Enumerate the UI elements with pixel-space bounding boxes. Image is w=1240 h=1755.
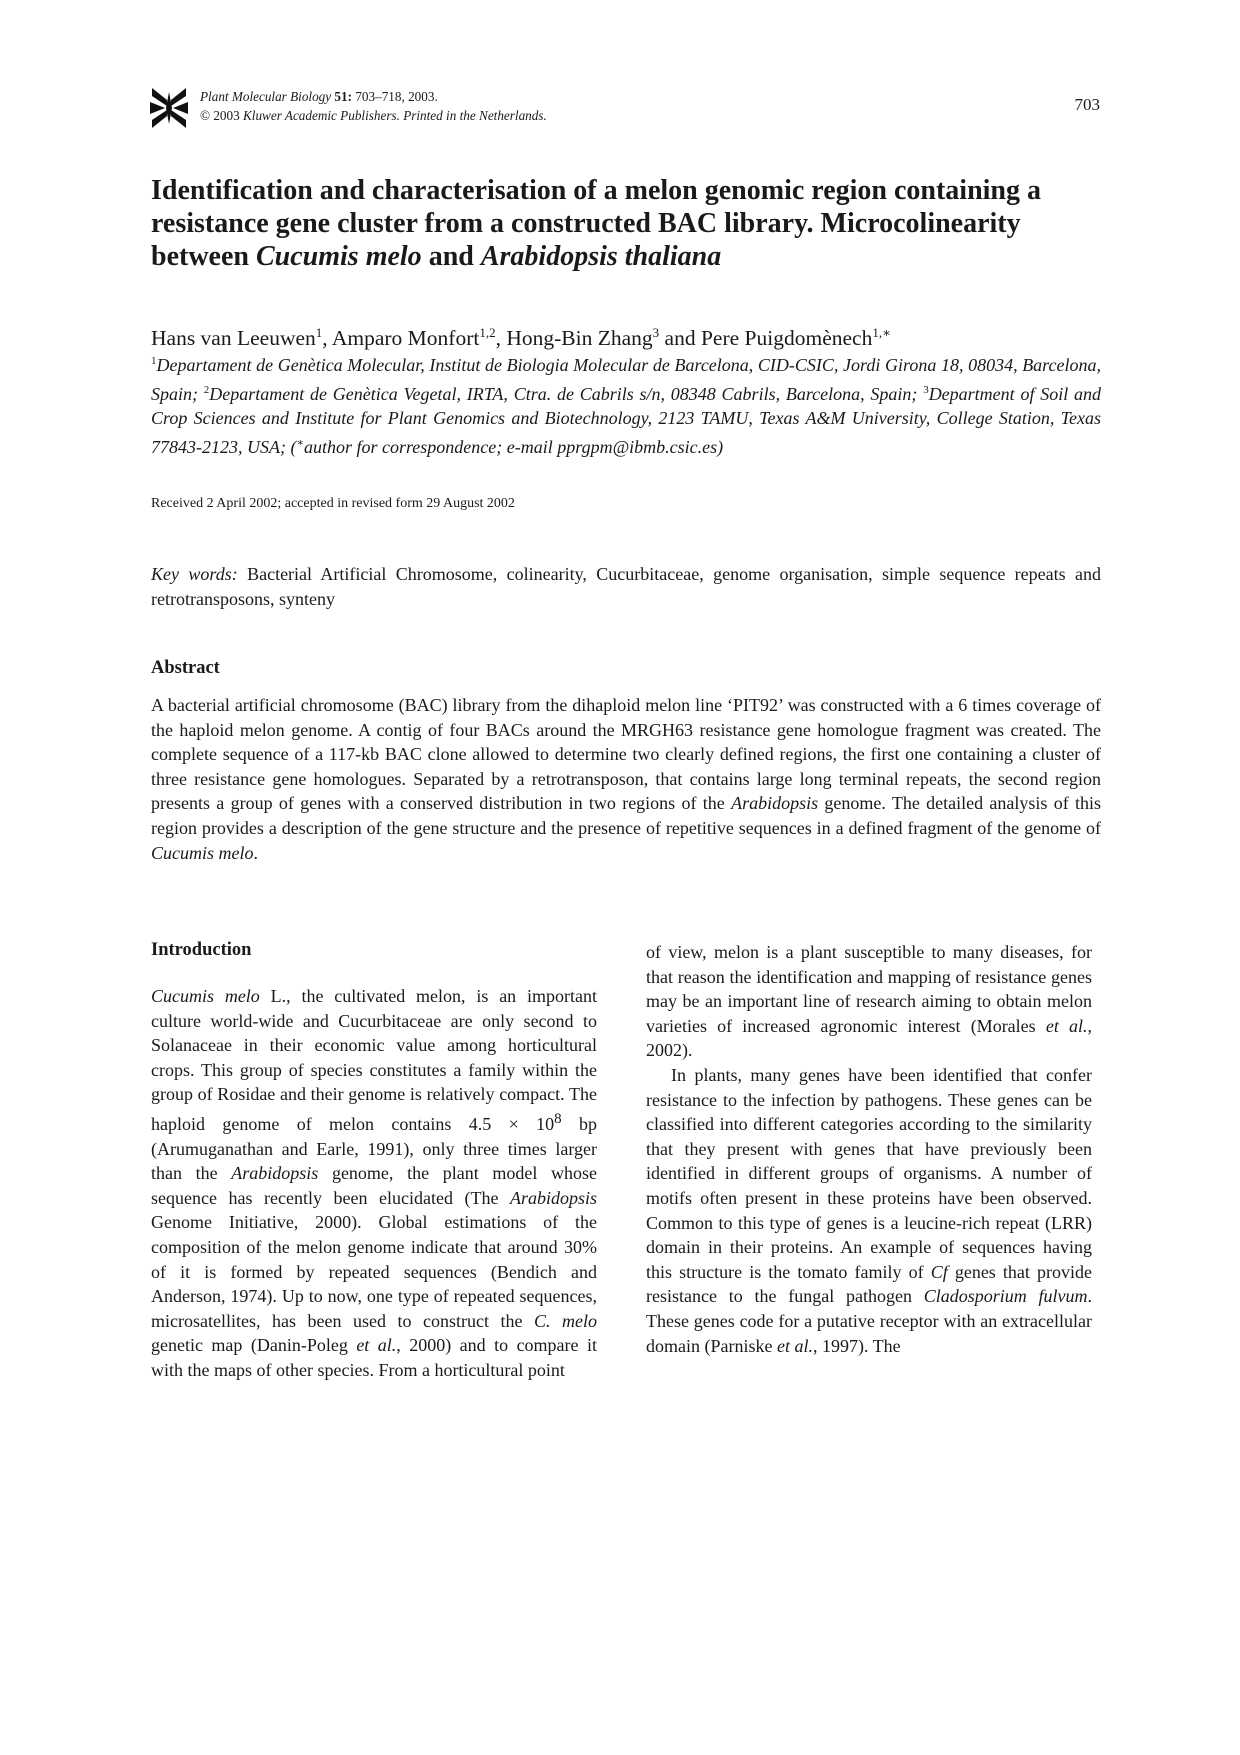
copyright-line (200, 107, 547, 126)
author-affil-sup: 1,∗ (872, 325, 891, 340)
paper-title (151, 174, 1101, 273)
column-left (151, 984, 597, 1383)
affiliation-1: Departament de Genètica Molecular, Institut de Biologia Molecular de Barcelona, CID-CSIC, Jordi Girona 18, 08034, Barcelona, Spain; (151, 355, 1101, 404)
intro-italic: Cladosporium fulvum (923, 1286, 1088, 1307)
intro-text: genome, the plant model whose sequence has recently been elucidated (The (151, 1163, 597, 1208)
journal-pages: 703–718, 2003. (355, 89, 438, 104)
intro-italic: Arabidopsis (509, 1187, 597, 1208)
journal-logo (150, 86, 188, 130)
intro-italic: Arabidopsis (231, 1163, 319, 1184)
title-main: Identification and characterisation of a melon genomic region containing a resistance gene cluster from a constructed BAC library. Microcolinearity between (151, 175, 1041, 272)
copyright-year: 2003 (213, 107, 240, 123)
received-dates: Received 2 April 2002; accepted in revised form 29 August 2002 (151, 496, 515, 511)
title-species-1: Cucumis melo (255, 241, 422, 272)
intro-text: . These genes code for a putative receptor with an extracellular domain (Parniske (646, 1286, 1093, 1356)
intro-text: , 1997). The (812, 1335, 901, 1356)
intro-text: , 2002). (646, 1015, 1092, 1061)
author-sep: , (495, 326, 507, 351)
introduction-heading: Introduction (151, 940, 252, 960)
affil-sup: 2 (203, 383, 210, 396)
column-right (646, 940, 1092, 1358)
author-affil-sup: 3 (652, 325, 660, 340)
intro-paragraph-1-cont (646, 940, 1092, 1063)
intro-text: , 2000) and to compare it with the maps of other species. From a horticultural point (151, 1335, 597, 1380)
intro-text: genes that provide resistance to the fungal pathogen (646, 1261, 1092, 1307)
publisher: Kluwer Academic Publishers. (243, 107, 400, 123)
copyright-symbol: © (200, 107, 211, 123)
abstract-heading: Abstract (151, 658, 220, 678)
author-name: Pere Puigdomènech (700, 326, 873, 351)
intro-text: genetic map (Danin-Poleg (151, 1335, 357, 1356)
corresponding-sup: ∗ (296, 436, 304, 449)
author-sep: , (322, 326, 332, 351)
abstract-part: genome. The detailed analysis of this region provides a description of the gene structure and the presence of repetitive sequences in a defined fragment of the genome of (151, 793, 1101, 838)
abstract-part: A bacterial artificial chromosome (BAC) library from the dihaploid melon line ‘PIT92’ was constructed with a 6 times coverage of the haploid melon genome. A contig of four BACs around the MRGH63 resistance gene homologue fragment was created. The complete sequence of a 117-kb BAC clone allowed to determine two clearly defined regions, the first one containing a cluster of three resistance gene homologues. Separated by a retrotransposon, that contains large long terminal repeats, the second region presents a group of genes with a conserved distribution in two regions of the (151, 695, 1101, 814)
abstract-italic: Cucumis melo (151, 842, 254, 863)
intro-text: bp (Arumuganathan and Earle, 1991), only three times larger than the (151, 1113, 598, 1184)
intro-italic: et al. (776, 1335, 813, 1356)
affiliation-2: Departament de Genètica Vegetal, IRTA, Ctra. de Cabrils s/n, 08348 Cabrils, Barcelona, Spain; (209, 383, 924, 404)
intro-italic: Cf (930, 1261, 948, 1282)
author-affil-sup: 1 (315, 325, 323, 340)
abstract-italic: Arabidopsis (731, 793, 819, 814)
abstract-part: . (253, 842, 258, 863)
keywords (151, 562, 1101, 611)
printed-in: Printed in the Netherlands. (403, 107, 547, 123)
keywords-label: Key words: (151, 564, 238, 584)
intro-text: In plants, many genes have been identified that confer resistance to the infection by pathogens. These genes can be classified into different categories according to the similarity that they present with genes that have previously been identified in different groups of organisms. A number of motifs often present in these proteins have been observed. Common to this type of genes is a leucine-rich repeat (LRR) domain in their proteins. An example of sequences having this structure is the tomato family of (646, 1064, 1092, 1282)
intro-paragraph-2 (646, 1063, 1092, 1358)
exponent-sup: 8 (554, 1110, 562, 1127)
title-species-2: Arabidopsis thaliana (480, 241, 722, 272)
intro-paragraph-1 (151, 984, 597, 1383)
author-sep: and (659, 326, 701, 351)
intro-italic: et al. (356, 1335, 397, 1356)
affil-sup: 1 (151, 355, 157, 367)
journal-name: Plant Molecular Biology (200, 89, 332, 104)
affiliations (151, 349, 1101, 459)
running-header (200, 88, 547, 125)
intro-italic: Cucumis melo (151, 986, 260, 1006)
title-and: and (428, 241, 474, 272)
intro-italic: C. melo (534, 1310, 598, 1331)
abstract-text (151, 693, 1101, 865)
journal-volume: 51: (334, 89, 353, 104)
author-name: Hong-Bin Zhang (506, 326, 653, 351)
keywords-text: Bacterial Artificial Chromosome, colinearity, Cucurbitaceae, genome organisation, simple sequence repeats and retrotransposons, synteny (151, 564, 1102, 609)
author-name: Amparo Monfort (331, 326, 480, 351)
author-name: Hans van Leeuwen (151, 326, 316, 351)
journal-line (200, 88, 547, 107)
intro-italic: et al. (1045, 1015, 1088, 1036)
author-affil-sup: 1,2 (479, 325, 496, 340)
intro-text: L., the cultivated melon, is an important culture world-wide and Cucurbitaceae are only second to Solanaceae in their economic value among horticultural crops. This group of species constitutes a family within the group of Rosidae and their genome is relatively compact. The haploid genome of melon contains 4.5 × 10 (151, 986, 597, 1134)
intro-text: Genome Initiative, 2000). Global estimations of the composition of the melon genome indicate that around 30% of it is formed by repeated sequences (Bendich and Anderson, 1974). Up to now, one type of repeated sequences, microsatellites, has been used to construct the (151, 1212, 597, 1331)
intro-text: of view, melon is a plant susceptible to many diseases, for that reason the identification and mapping of resistance genes may be an important line of research aiming to obtain melon varieties of increased agronomic interest (Morales (646, 942, 1092, 1036)
affiliation-3: Department of Soil and Crop Sciences and Institute for Plant Genomics and Biotechnology, 2123 TAMU, Texas A&M University, College Station, Texas 77843-2123, USA; ( (151, 383, 1101, 457)
page-number: 703 (1074, 95, 1100, 114)
author-list (151, 320, 1101, 351)
corresponding-author: author for correspondence; e-mail pprgpm@ibmb.csic.es) (303, 436, 724, 457)
affil-sup: 3 (923, 383, 929, 396)
